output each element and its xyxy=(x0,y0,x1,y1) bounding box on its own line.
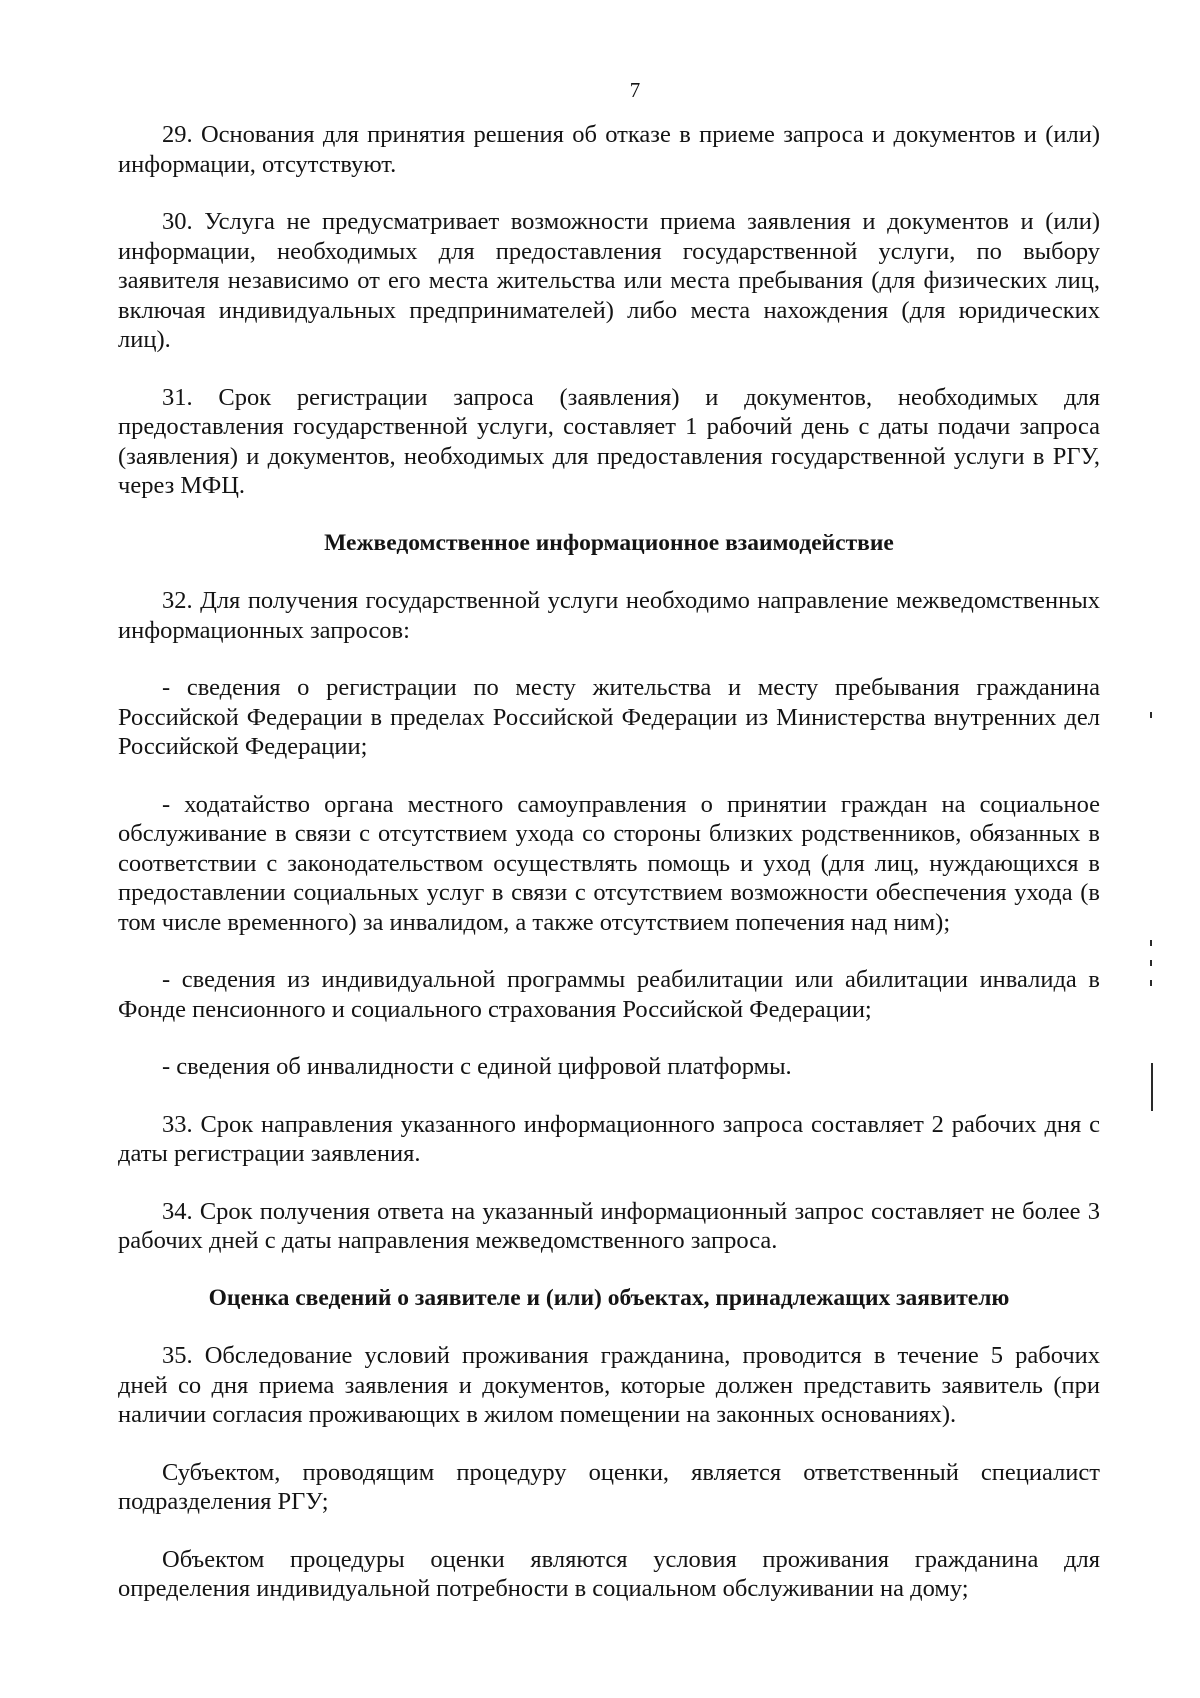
paragraph-35: 35. Обследование условий проживания гражданина, проводится в течение 5 рабочих дней со дня приема заявления и документов, которые должен представить заявитель (при наличии согласия проживающих в жилом помещении на законных основаниях). xyxy=(118,1342,1100,1428)
section-heading-interagency: Межведомственное информационное взаимодействие xyxy=(324,529,894,556)
paragraph-object: Объектом процедуры оценки являются условия проживания гражданина для определения индивидуальной потребности в социальном обслуживании на дому; xyxy=(118,1545,1100,1602)
page-number: 7 xyxy=(629,78,641,102)
paragraph-32: 32. Для получения государственной услуги необходимо направление межведомственных информационных запросов: xyxy=(118,587,1100,644)
list-item-petition: - ходатайство органа местного самоуправления о принятии граждан на социальное обслуживание в связи с отсутствием ухода со стороны близких родственников, обязанных в соответствии с законодательством осуществлять помощь и уход (для лиц, нуждающихся в предоставлении социальных услуг в связи с отсутствием возможности обеспечения ухода (в том числе временного) за инвалидом, а также отсутствием попечения над ним); xyxy=(118,790,1100,936)
paragraph-34: 34. Срок получения ответа на указанный информационный запрос составляет не более 3 рабочих дней с даты направления межведомственного запроса. xyxy=(118,1197,1100,1254)
document-body xyxy=(118,120,1100,1604)
list-item-rehabilitation: - сведения из индивидуальной программы реабилитации или абилитации инвалида в Фонде пенсионного и социального страхования Российской Федерации; xyxy=(118,966,1100,1023)
paragraph-31: 31. Срок регистрации запроса (заявления) и документов, необходимых для предоставления государственной услуги, составляет 1 рабочий день с даты подачи запроса (заявления) и документов, необходимых для предоставления государственной услуги в РГУ, через МФЦ. xyxy=(118,383,1100,499)
paragraph-33: 33. Срок направления указанного информационного запроса составляет 2 рабочих дня с даты регистрации заявления. xyxy=(118,1110,1100,1167)
paragraph-30: 30. Услуга не предусматривает возможности приема заявления и документов и (или) информации, необходимых для предоставления государственной услуги, по выбору заявителя независимо от его места жительства или места пребывания (для физических лиц, включая индивидуальных предпринимателей) либо места нахождения (для юридических лиц). xyxy=(118,208,1100,353)
paragraph-29: 29. Основания для принятия решения об отказе в приеме запроса и документов и (или) информации, отсутствуют. xyxy=(118,121,1100,178)
list-item-registration: - сведения о регистрации по месту жительства и месту пребывания гражданина Российской Федерации в пределах Российской Федерации из Министерства внутренних дел Российской Федерации; xyxy=(118,674,1100,760)
section-heading-assessment: Оценка сведений о заявителе и (или) объектах, принадлежащих заявителю xyxy=(208,1284,1010,1311)
paragraph-subject: Субъектом, проводящим процедуру оценки, является ответственный специалист подразделения РГУ; xyxy=(118,1458,1100,1515)
list-item-disability: - сведения об инвалидности с единой цифровой платформы. xyxy=(162,1053,792,1080)
scan-mark-line xyxy=(1151,1063,1153,1111)
scan-mark-dot xyxy=(1150,712,1152,718)
scan-mark-dots xyxy=(1150,940,1152,988)
